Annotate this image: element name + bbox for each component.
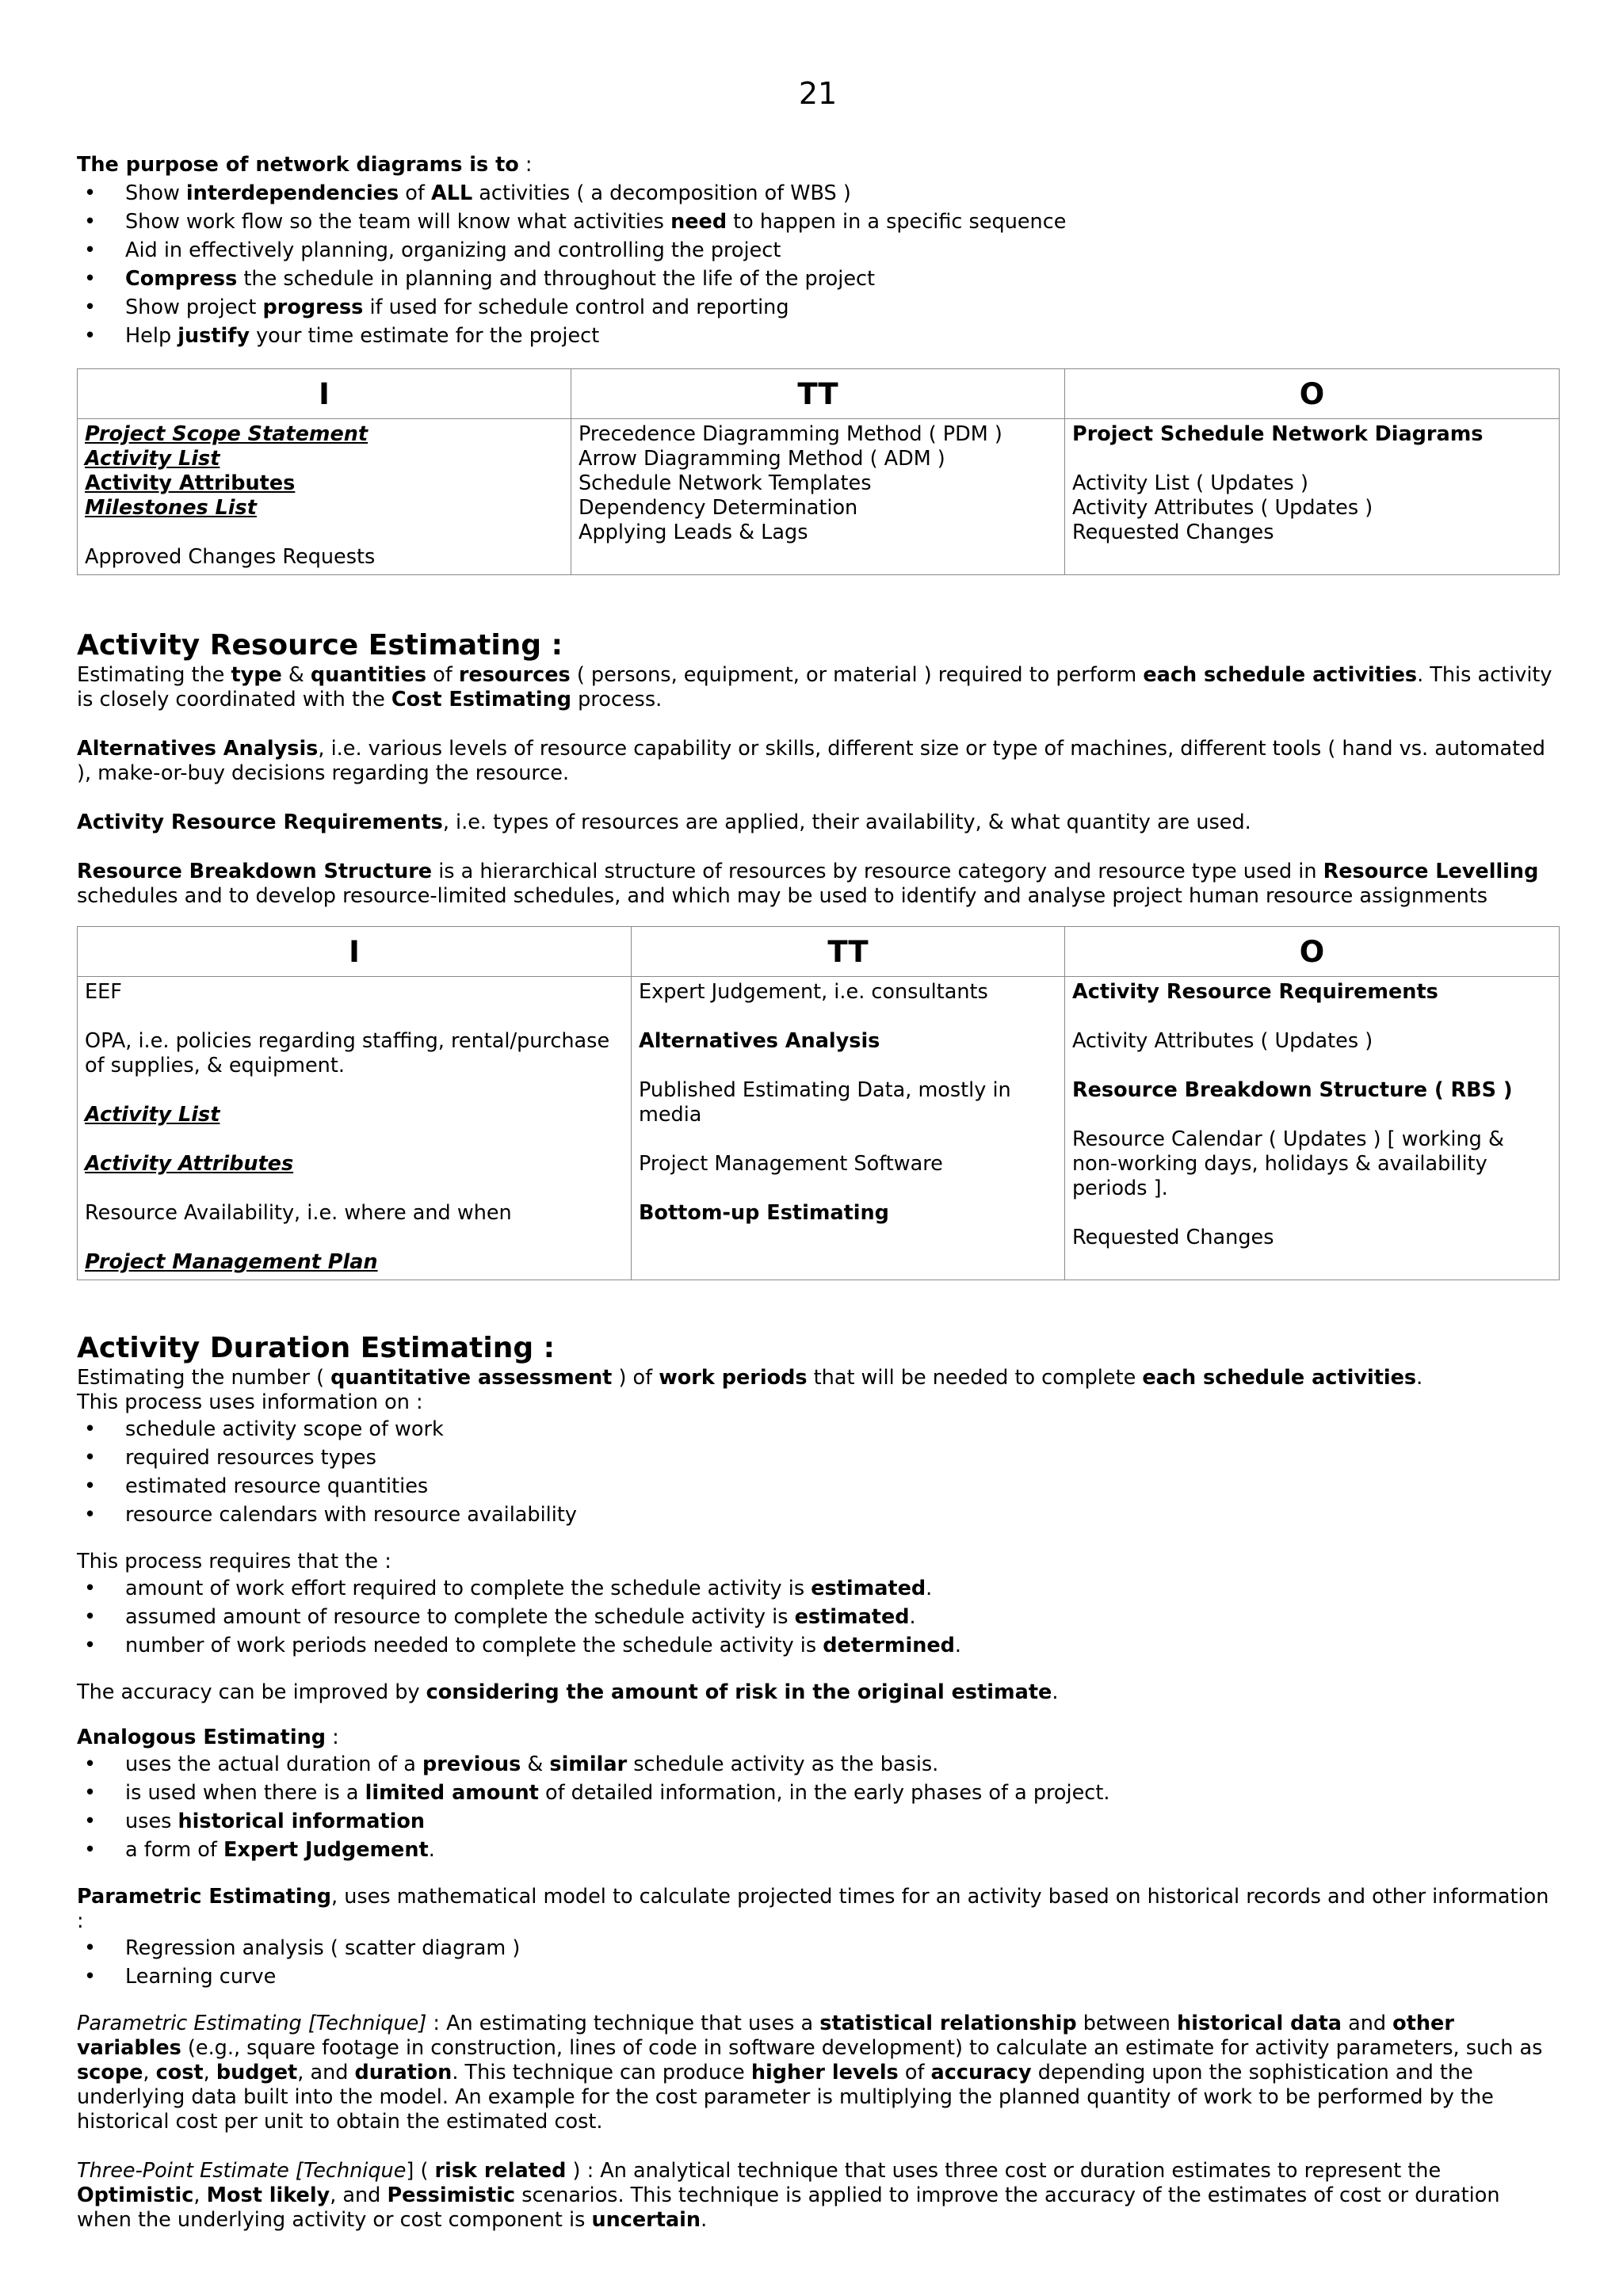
list-item: • Regression analysis ( scatter diagram ) [77,1934,1559,1962]
purpose-section [77,151,1559,350]
outputs-cell [1065,419,1560,575]
output-item: Project Schedule Network Diagrams [1072,422,1484,446]
requirements-paragraph: Activity Resource Requirements, i.e. types of resources are applied, their availability, & what quantity are used. [77,810,1251,834]
output-item: Requested Changes [1072,1226,1274,1249]
tool-item: Dependency Determination [579,496,858,520]
alternatives-paragraph: Alternatives Analysis, i.e. various levels of resource capability or skills, different size or type of machines, different tools ( hand vs. automated ), make-or-buy decisions regarding the resource. [77,737,1545,785]
itto-table-resource [77,926,1560,1280]
list-item: • required resources types [77,1444,1559,1472]
list-item: • Show work flow so the team will know what activities need to happen in a specific sequence [77,208,1559,236]
output-item: Requested Changes [1072,521,1274,544]
list-item: • uses historical information [77,1807,1559,1836]
resource-section [77,628,1559,909]
column-header-outputs: O [1065,369,1560,419]
list-item: • is used when there is a limited amount of detailed information, in the early phases of a project. [77,1779,1559,1807]
tool-item: Arrow Diagramming Method ( ADM ) [579,447,945,471]
tool-item: Expert Judgement, i.e. consultants [639,980,988,1004]
column-header-inputs: I [78,369,571,419]
list-item: • Show interdependencies of ALL activities ( a decomposition of WBS ) [77,179,1559,208]
input-item: Activity Attributes [85,1152,294,1176]
output-item: Resource Calendar ( Updates ) [ working & non-working days, holidays & availability periods ]. [1072,1127,1504,1200]
input-item: Milestones List [85,496,257,520]
input-item: Approved Changes Requests [85,545,376,569]
tool-item: Precedence Diagramming Method ( PDM ) [579,422,1002,446]
list-item: • a form of Expert Judgement. [77,1836,1559,1864]
input-item: Project Scope Statement [85,422,369,446]
parametric-list [77,1934,1559,1991]
tool-item: Schedule Network Templates [579,471,872,495]
list-item: • Learning curve [77,1962,1559,1991]
column-header-outputs: O [1065,927,1560,977]
input-item: Resource Availability, i.e. where and when [85,1201,512,1225]
output-item: Activity List ( Updates ) [1072,471,1308,495]
analogous-label: Analogous Estimating : [77,1726,339,1749]
uses-label: This process uses information on : [77,1390,423,1414]
input-item: OPA, i.e. policies regarding staffing, rental/purchase of supplies, & equipment. [85,1029,610,1077]
purpose-heading: The purpose of network diagrams is to : [77,153,533,177]
output-item: Activity Attributes ( Updates ) [1072,496,1373,520]
input-item: EEF [85,980,122,1004]
tool-item: Alternatives Analysis [639,1029,880,1053]
list-item: • estimated resource quantities [77,1472,1559,1501]
list-item: • Aid in effectively planning, organizing and controlling the project [77,236,1559,265]
duration-intro: Estimating the number ( quantitative assessment ) of work periods that will be needed to complete each schedule activities. [77,1366,1423,1390]
tool-item: Project Management Software [639,1152,943,1176]
list-item: • amount of work effort required to complete the schedule activity is estimated. [77,1574,1559,1603]
analogous-list [77,1750,1559,1864]
rbs-paragraph: Resource Breakdown Structure is a hierarchical structure of resources by resource category and resource type used in Resource Levelling schedules and to develop resource-limited schedules, and which may be used to identify and analyse project human resource assignments [77,860,1539,908]
requires-list [77,1574,1559,1660]
column-header-tools: TT [571,369,1065,419]
column-header-inputs: I [78,927,632,977]
tools-cell [571,419,1065,575]
inputs-cell [78,419,571,575]
three-point-definition: Three-Point Estimate [Technique] ( risk related ) : An analytical technique that uses three cost or duration estimates to represent the Optimistic, Most likely, and Pessimistic scenarios. This technique is applied to improve the accuracy of the estimates of cost or duration when the underlying activity or cost component is uncertain. [77,2159,1500,2232]
input-item: Project Management Plan [85,1250,378,1274]
list-item: • resource calendars with resource availability [77,1501,1559,1529]
input-item: Activity Attributes [85,471,296,495]
section-title: Activity Resource Estimating : [77,629,563,662]
column-header-tools: TT [632,927,1065,977]
requires-label: This process requires that the : [77,1550,391,1573]
inputs-cell [78,977,632,1280]
output-item: Resource Breakdown Structure ( RBS ) [1072,1078,1513,1102]
parametric-definition: Parametric Estimating [Technique] : An estimating technique that uses a statistical relationship between historical data and other variables (e.g., square footage in construction, lines of code in software development) to calculate an estimate for activity parameters, such as scope, cost, budget, and duration. This technique can produce higher levels of accuracy depending upon the sophistication and the underlying data built into the model. An example for the cost parameter is multiplying the planned quantity of work to be performed by the historical cost per unit to obtain the estimated cost. [77,2012,1543,2134]
list-item: • schedule activity scope of work [77,1415,1559,1444]
tool-item: Applying Leads & Lags [579,521,808,544]
output-item: Activity Resource Requirements [1072,980,1438,1004]
tool-item: Bottom-up Estimating [639,1201,889,1225]
page-number: 21 [798,76,838,111]
tool-item: Published Estimating Data, mostly in media [639,1078,1011,1127]
resource-intro: Estimating the type & quantities of resources ( persons, equipment, or material ) required to perform each schedule activities. This activity is closely coordinated with the Cost Estimating process. [77,663,1552,711]
list-item: • Compress the schedule in planning and throughout the life of the project [77,265,1559,293]
input-item: Activity List [85,447,220,471]
purpose-list [77,179,1559,350]
tools-cell [632,977,1065,1280]
list-item: • number of work periods needed to complete the schedule activity is determined. [77,1631,1559,1660]
parametric-paragraph: Parametric Estimating, uses mathematical model to calculate projected times for an activity based on historical records and other information : [77,1885,1549,1933]
input-item: Activity List [85,1103,220,1127]
list-item: • Show project progress if used for schedule control and reporting [77,293,1559,322]
list-item: • uses the actual duration of a previous & similar schedule activity as the basis. [77,1750,1559,1779]
duration-section [77,1331,1559,2233]
output-item: Activity Attributes ( Updates ) [1072,1029,1373,1053]
outputs-cell [1065,977,1560,1280]
list-item: • assumed amount of resource to complete the schedule activity is estimated. [77,1603,1559,1631]
list-item: • Help justify your time estimate for the project [77,322,1559,350]
section-title: Activity Duration Estimating : [77,1332,556,1364]
accuracy-paragraph: The accuracy can be improved by considering the amount of risk in the original estimate. [77,1680,1059,1704]
itto-table-network [77,368,1560,575]
uses-list [77,1415,1559,1529]
